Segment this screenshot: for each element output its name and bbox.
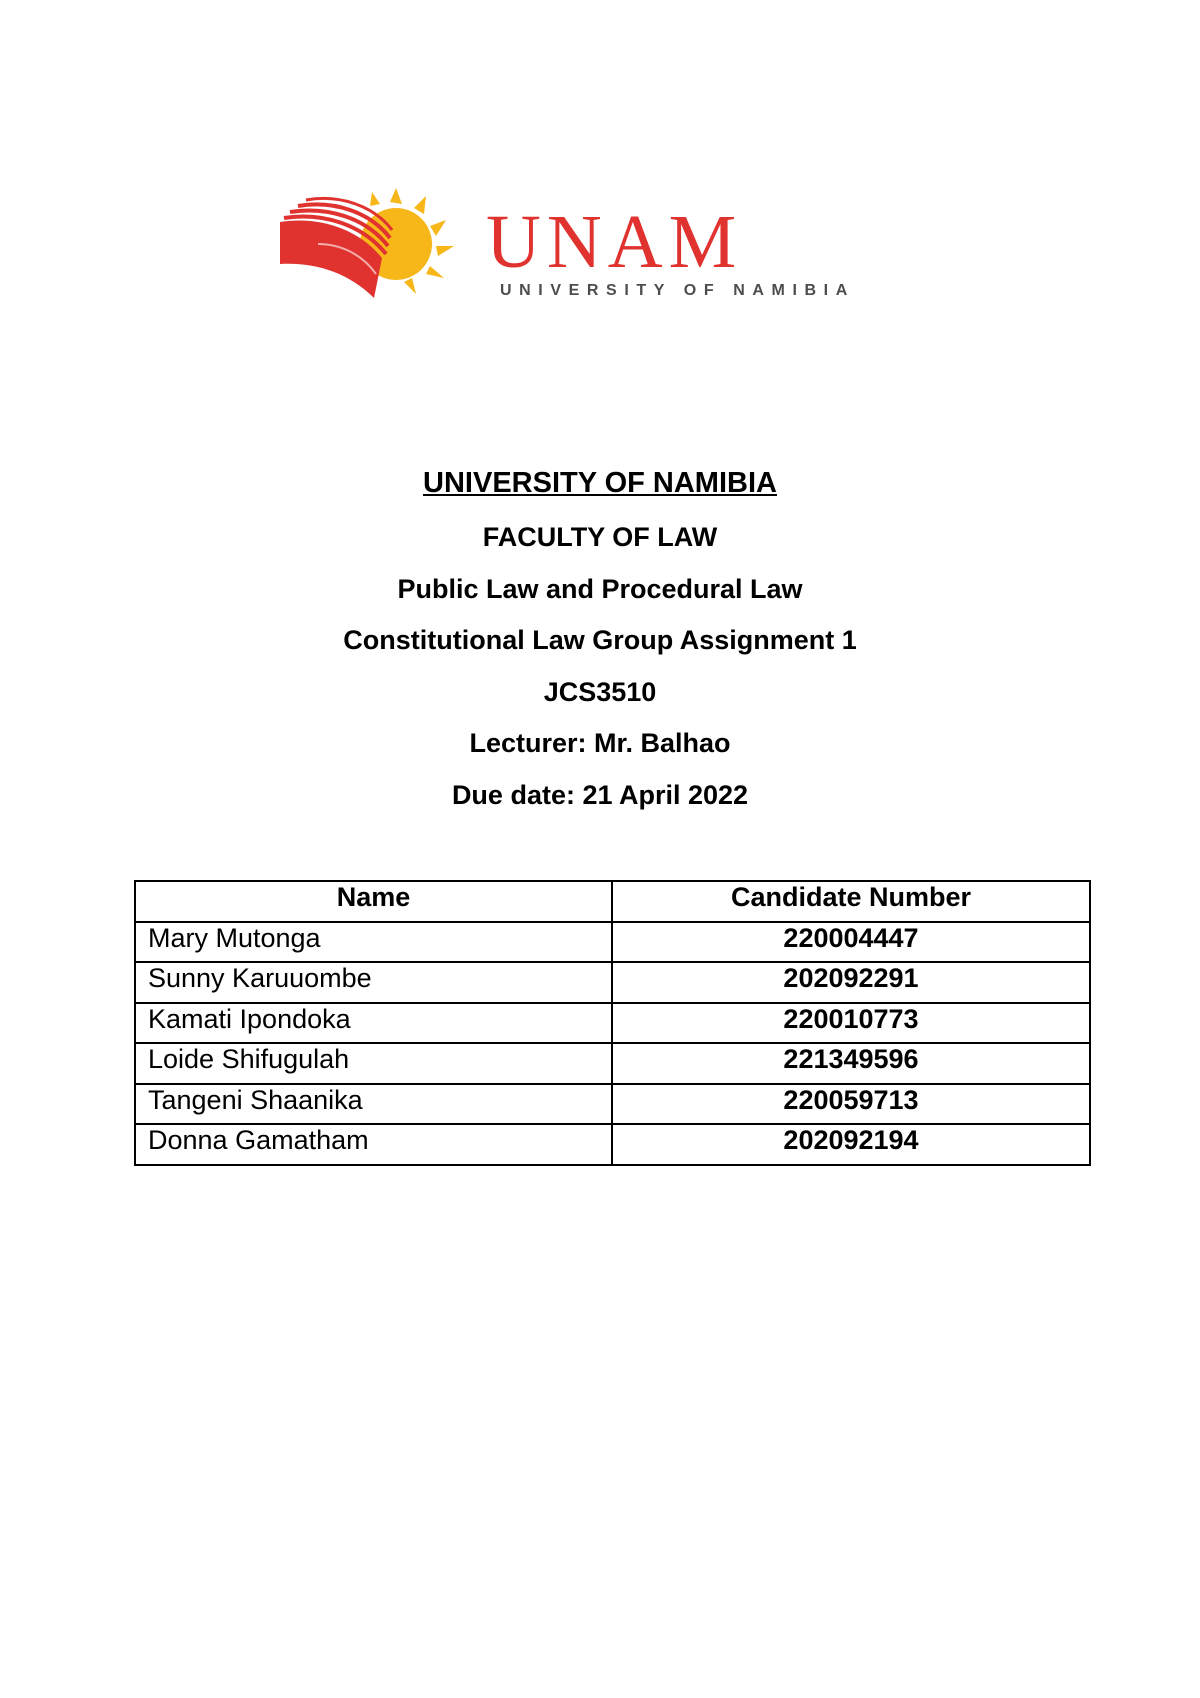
assignment-heading: Constitutional Law Group Assignment 1 — [343, 625, 857, 655]
candidate-number: 220004447 — [612, 922, 1090, 963]
faculty-heading: FACULTY OF LAW — [482, 522, 718, 552]
university-heading: UNIVERSITY OF NAMIBIA — [423, 467, 777, 499]
student-name: Kamati Ipondoka — [135, 1003, 612, 1044]
logo-wordmark: UNAM — [486, 200, 743, 284]
course-code: JCS3510 — [543, 676, 657, 707]
department-heading: Public Law and Procedural Law — [397, 573, 803, 604]
logo-subtitle: UNIVERSITY OF NAMIBIA — [500, 282, 855, 299]
candidate-table — [134, 880, 1091, 1166]
unam-logo — [278, 188, 938, 308]
student-name: Tangeni Shaanika — [135, 1084, 612, 1125]
lecturer-line: Lecturer: Mr. Balhao — [469, 728, 731, 758]
table-row — [135, 1124, 1090, 1165]
student-name: Loide Shifugulah — [135, 1043, 612, 1084]
table-header-row — [135, 881, 1090, 922]
student-name: Donna Gamatham — [135, 1124, 612, 1165]
table-row — [135, 1003, 1090, 1044]
candidate-number: 202092291 — [612, 962, 1090, 1003]
title-block — [0, 466, 1200, 829]
candidate-number: 220010773 — [612, 1003, 1090, 1044]
candidate-number: 220059713 — [612, 1084, 1090, 1125]
student-name: Mary Mutonga — [135, 922, 612, 963]
table-row — [135, 922, 1090, 963]
candidate-number: 221349596 — [612, 1043, 1090, 1084]
candidate-number: 202092194 — [612, 1124, 1090, 1165]
unam-sun-book-icon — [278, 188, 468, 308]
name-column-header: Name — [135, 881, 612, 922]
table-row — [135, 1043, 1090, 1084]
table-row — [135, 1084, 1090, 1125]
due-date-line: Due date: 21 April 2022 — [451, 779, 749, 810]
candidate-number-column-header: Candidate Number — [612, 881, 1090, 922]
student-name: Sunny Karuuombe — [135, 962, 612, 1003]
table-row — [135, 962, 1090, 1003]
